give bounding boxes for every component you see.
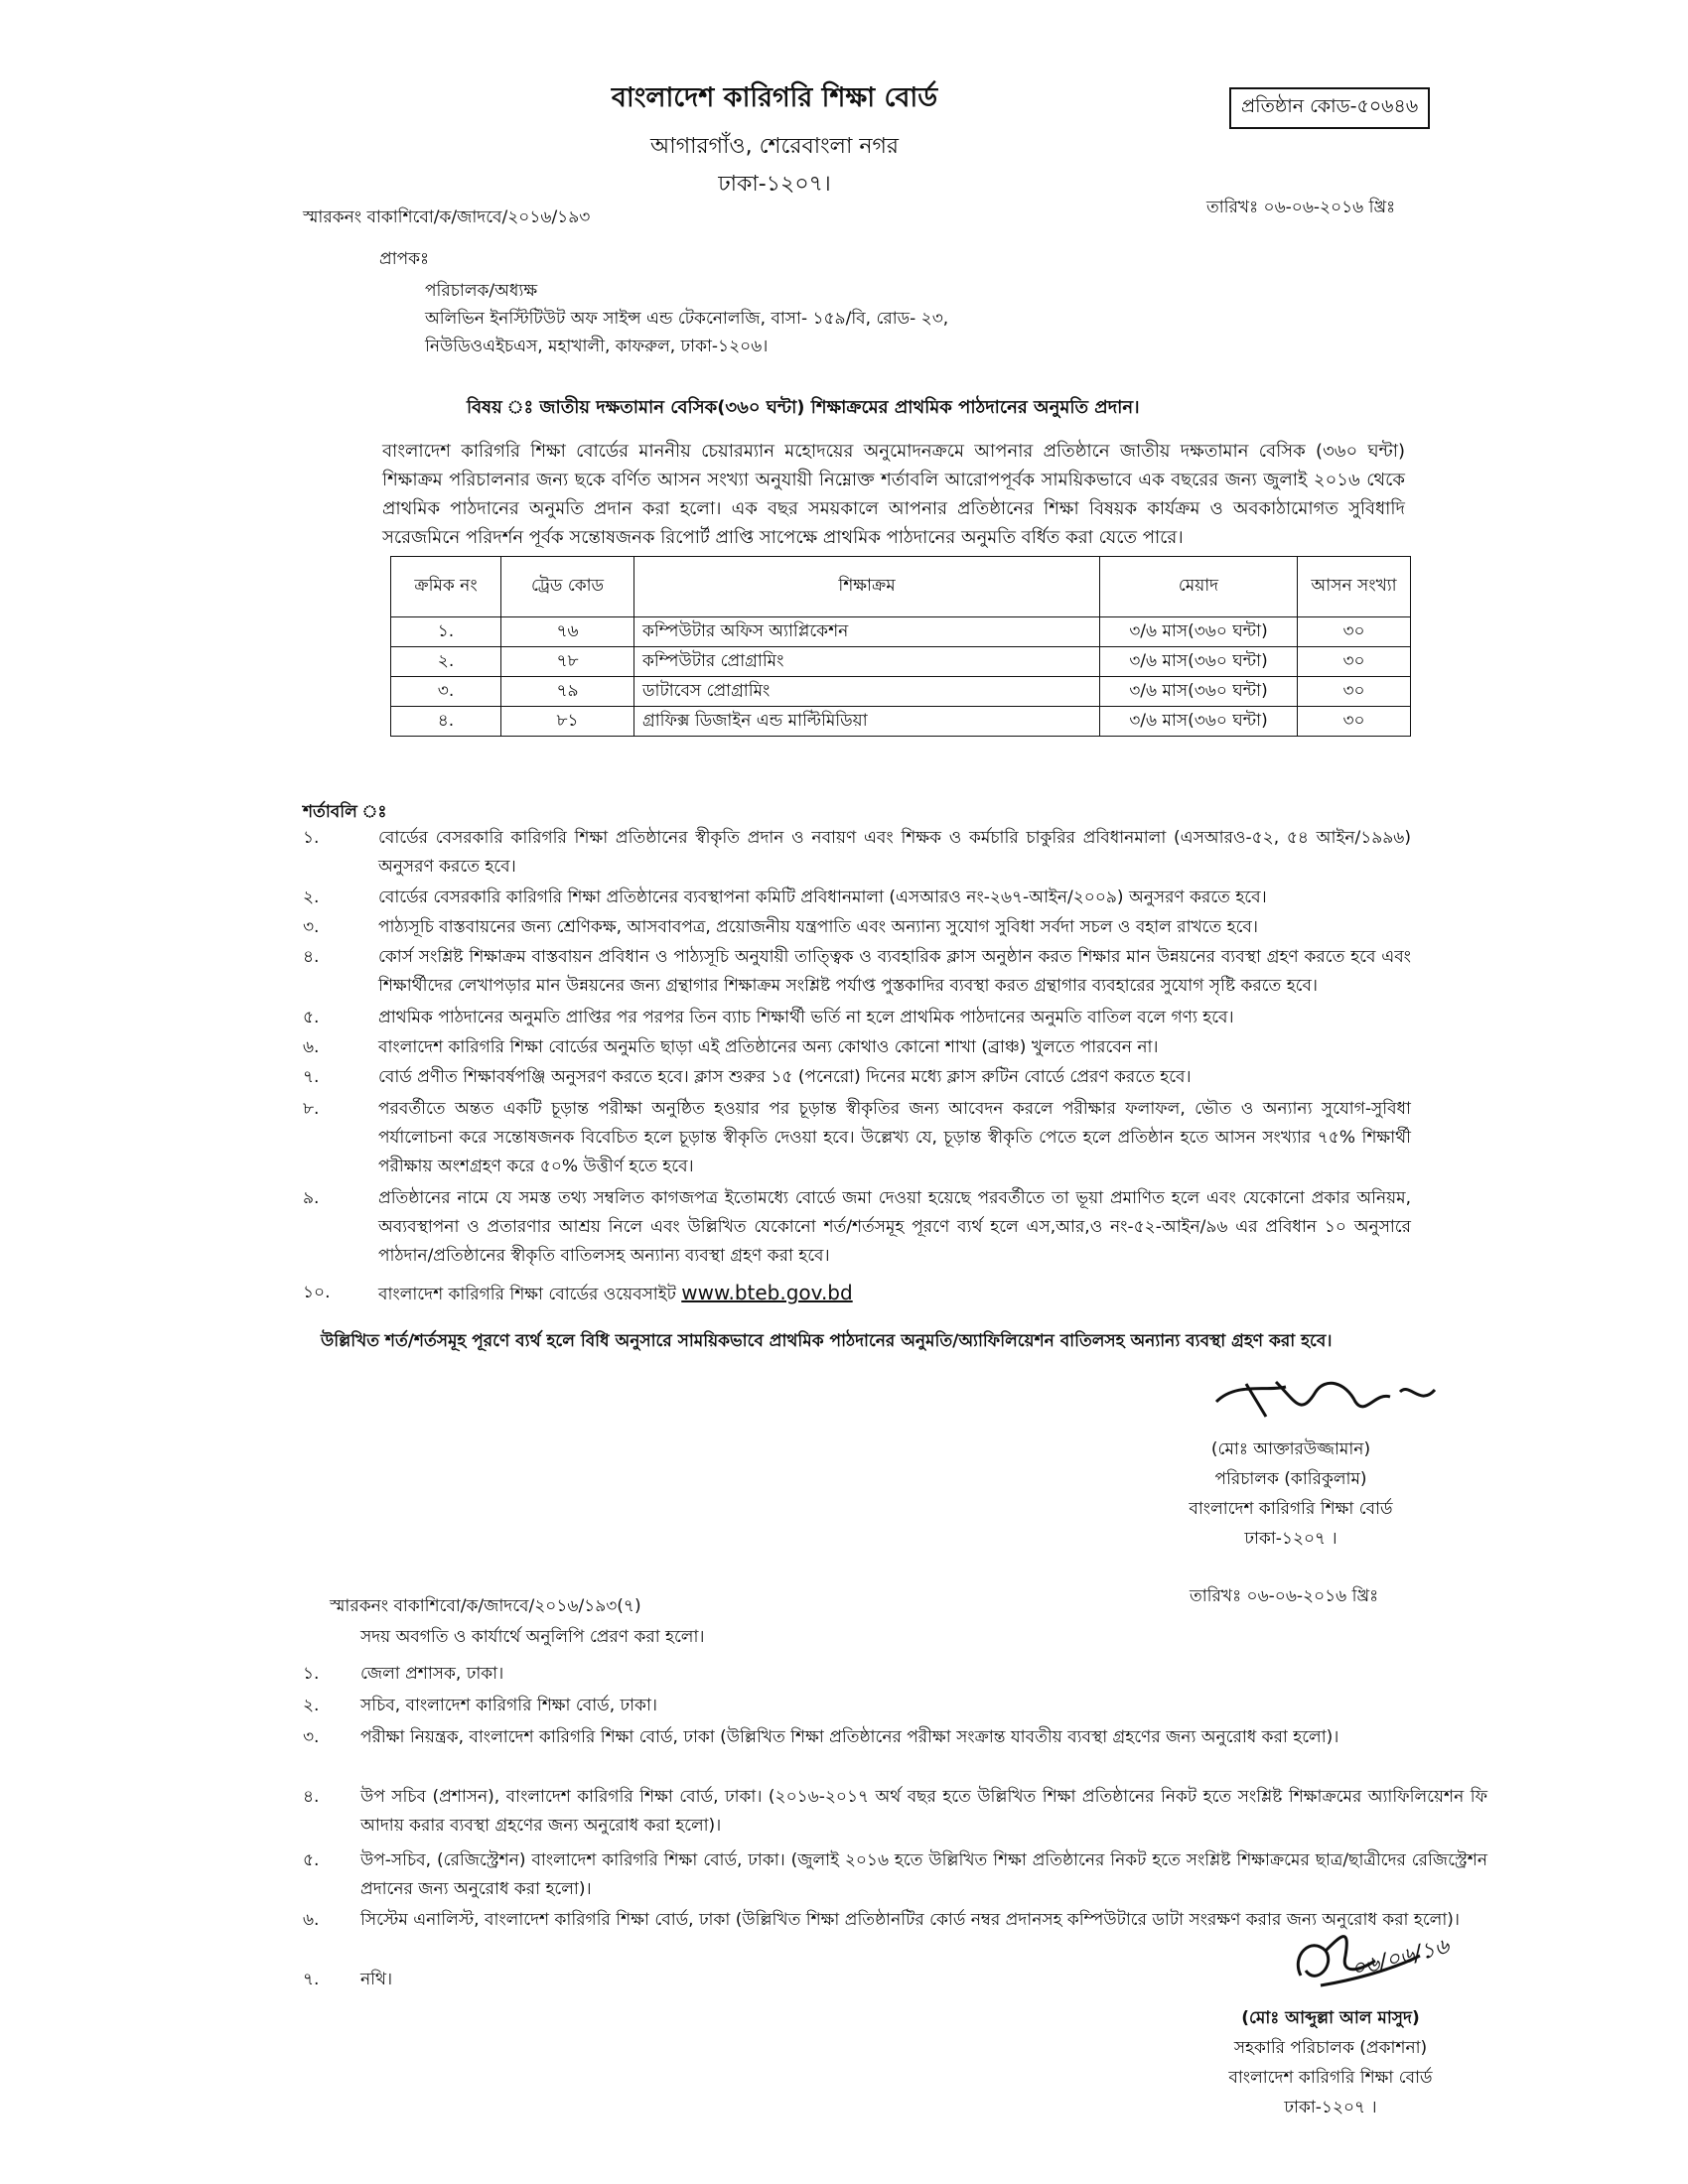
cell-serial: ৪. — [391, 707, 501, 737]
signatory-2-city: ঢাকা-১২০৭ । — [1284, 2098, 1377, 2117]
condition-item — [303, 1033, 1435, 1063]
condition-number: ৮. — [303, 1099, 320, 1119]
memo-date: তারিখঃ ০৬-০৬-২০১৬ খ্রিঃ — [1206, 198, 1396, 217]
copy-number: ৩. — [303, 1727, 320, 1747]
col-header-serial: ক্রমিক নং — [391, 557, 501, 617]
website-link[interactable]: www.bteb.gov.bd — [681, 1281, 853, 1304]
cell-curriculum: কম্পিউটার অফিস অ্যাপ্লিকেশন — [634, 617, 1100, 647]
cell-serial: ৩. — [391, 677, 501, 707]
cell-seats: ৩০ — [1298, 647, 1411, 677]
condition-text: বোর্ড প্রণীত শিক্ষাবর্ষপঞ্জি অনুসরণ করতে হবে। ক্লাস শুরুর ১৫ (পনেরো) দিনের মধ্যে ক্লাস রুটিন বোর্ডে প্রেরণ করতে হবে। — [378, 1067, 1192, 1087]
copy-number: ২. — [303, 1696, 320, 1715]
condition-number: ৬. — [303, 1037, 320, 1057]
condition-number: ৩. — [303, 917, 320, 937]
copy-item — [303, 1692, 1494, 1721]
copy-number: ৭. — [303, 1970, 320, 1989]
cell-serial: ২. — [391, 647, 501, 677]
recipient-line3: নিউডিওএইচএস, মহাখালী, কাফরুল, ঢাকা-১২০৬। — [425, 337, 769, 356]
condition-item — [303, 1063, 1435, 1093]
copy-text: নথি। — [360, 1970, 393, 1989]
conditions-label: শর্তাবলি ঃ — [303, 802, 387, 822]
copy-number: ৪. — [303, 1787, 320, 1807]
table-row — [391, 707, 1411, 737]
condition-text: পাঠ্যসূচি বাস্তবায়নের জন্য শ্রেণিকক্ষ, আসবাবপত্র, প্রয়োজনীয় যন্ত্রপাতি এবং অন্যান্য সুযোগ সুবিধা সর্বদা সচল ও বহাল রাখতে হবে। — [378, 917, 1258, 937]
cell-curriculum: কম্পিউটার প্রোগ্রামিং — [634, 647, 1100, 677]
condition-item — [303, 943, 1435, 1003]
condition-text: পরবর্তীতে অন্তত একটি চূড়ান্ত পরীক্ষা অনুষ্ঠিত হওয়ার পর চূড়ান্ত স্বীকৃতির জন্য আবেদন করলে পরীক্ষার ফলাফল, ভৌত ও অন্যান্য সুযোগ-সুবিধা পর্যালোচনা করে সন্তোষজনক বিবেচিত হলে চূড়ান্ত স্বীকৃতি দেওয়া হবে। উল্লেখ্য যে, চূড়ান্ত স্বীকৃতি পেতে হলে প্রতিষ্ঠান হতে আসন সংখ্যার ৭৫% শিক্ষার্থী পরীক্ষায় অংশগ্রহণ করে ৫০% উত্তীর্ণ হতে হবে। — [378, 1099, 1411, 1176]
signatory-1-city: ঢাকা-১২০৭ । — [1244, 1529, 1337, 1549]
condition-number: ৯. — [303, 1188, 320, 1208]
subject-line: বিষয় ঃ জাতীয় দক্ষতামান বেসিক(৩৬০ ঘন্টা) শিক্ষাক্রমের প্রাথমিক পাঠদানের অনুমতি প্রদান। — [467, 397, 1140, 418]
institute-code-box: প্রতিষ্ঠান কোড-৫০৬৪৬ — [1229, 87, 1430, 129]
memo2-ref: স্মারকনং বাকাশিবো/ক/জাদবে/২০১৬/১৯৩(৭) — [330, 1596, 641, 1616]
memo-ref: স্মারকনং বাকাশিবো/ক/জাদবে/২০১৬/১৯৩ — [303, 207, 591, 227]
condition-text: বোর্ডের বেসরকারি কারিগরি শিক্ষা প্রতিষ্ঠানের ব্যবস্থাপনা কমিটি প্রবিধানমালা (এসআরও নং-২৬৭-আইন/২০০৯) অনুসরণ করতে হবে। — [378, 887, 1267, 907]
condition-text: প্রতিষ্ঠানের নামে যে সমস্ত তথ্য সম্বলিত কাগজপত্র ইতোমধ্যে বোর্ডে জমা দেওয়া হয়েছে পরবর্তীতে তা ভূয়া প্রমাণিত হলে এবং যেকোনো প্রকার অনিয়ম, অব্যবস্থাপনা ও প্রতারণার আশ্রয় নিলে এবং উল্লিখিত যেকোনো শর্ত/শর্তসমূহ পূরণে ব্যর্থ হলে এস,আর,ও নং-৫২-আইন/৯৬ এর প্রবিধান ১০ অনুসারে পাঠদান/প্রতিষ্ঠানের স্বীকৃতি বাতিলসহ অন্যান্য ব্যবস্থা গ্রহণ করা হবে। — [378, 1188, 1411, 1266]
condition-number: ২. — [303, 887, 320, 907]
condition-text — [378, 1279, 853, 1309]
copy-item — [303, 1846, 1494, 1906]
trade-table — [390, 556, 1411, 737]
condition-number: ১০. — [303, 1283, 331, 1302]
condition-item — [303, 824, 1435, 884]
cell-seats: ৩০ — [1298, 677, 1411, 707]
copy-item — [303, 1783, 1494, 1843]
warning-note: উল্লিখিত শর্ত/শর্তসমূহ পূরণে ব্যর্থ হলে বিধি অনুসারে সাময়িকভাবে প্রাথমিক পাঠদানের অনুমতি/অ্যাফিলিয়েশন বাতিলসহ অন্যান্য ব্যবস্থা গ্রহণ করা হবে। — [321, 1331, 1333, 1351]
condition-item — [303, 1095, 1435, 1184]
condition-number: ৫. — [303, 1008, 320, 1027]
recipient-label: প্রাপকঃ — [379, 249, 430, 269]
col-header-duration: মেয়াদ — [1100, 557, 1298, 617]
table-row — [391, 677, 1411, 707]
cell-seats: ৩০ — [1298, 707, 1411, 737]
condition-item — [303, 1184, 1435, 1274]
board-address-line2: ঢাকা-১২০৭। — [718, 172, 831, 197]
recipient-line2: অলিভিন ইনস্টিটিউট অফ সাইন্স এন্ড টেকনোলজি, বাসা- ১৫৯/বি, রোড- ২৩, — [425, 309, 949, 329]
memo2-intro: সদয় অবগতি ও কার্যার্থে অনুলিপি প্রেরণ করা হলো। — [360, 1627, 705, 1647]
condition-item — [303, 1004, 1435, 1033]
cell-duration: ৩/৬ মাস(৩৬০ ঘন্টা) — [1100, 647, 1298, 677]
condition-number: ৭. — [303, 1067, 320, 1087]
cell-trade-code: ৮১ — [501, 707, 634, 737]
condition-text: কোর্স সংশ্লিষ্ট শিক্ষাক্রম বাস্তবায়ন প্রবিধান ও পাঠ্যসূচি অনুযায়ী তাত্ত্বিক ও ব্যবহারিক ক্লাস অনুষ্ঠান করত শিক্ষার মান উন্নয়নের ব্যবস্থা গ্রহণ করতে হবে এবং শিক্ষার্থীদের লেখাপড়ার মান উন্নয়নের জন্য গ্রন্থাগার শিক্ষাক্রম সংশ্লিষ্ট পর্যাপ্ত পুস্তকাদির ব্যবস্থা করত গ্রন্থাগার ব্যবহারের সুযোগ সৃষ্টি করতে হবে। — [378, 947, 1411, 996]
copy-text: জেলা প্রশাসক, ঢাকা। — [360, 1664, 504, 1684]
condition-number: ৪. — [303, 947, 320, 967]
copy-text: সচিব, বাংলাদেশ কারিগরি শিক্ষা বোর্ড, ঢাকা। — [360, 1696, 657, 1715]
col-header-curriculum: শিক্ষাক্রম — [634, 557, 1100, 617]
copy-number: ৬. — [303, 1910, 320, 1930]
table-header-row — [391, 557, 1411, 617]
signatory-2-org: বাংলাদেশ কারিগরি শিক্ষা বোর্ড — [1228, 2068, 1433, 2088]
copy-text: সিস্টেম এনালিস্ট, বাংলাদেশ কারিগরি শিক্ষা বোর্ড, ঢাকা (উল্লিখিত শিক্ষা প্রতিষ্ঠানটির কোর্ড নম্বর প্রদানসহ কম্পিউটারে ডাটা সংরক্ষণ করার জন্য অনুরোধ করা হলো)। — [360, 1910, 1460, 1930]
cell-duration: ৩/৬ মাস(৩৬০ ঘন্টা) — [1100, 707, 1298, 737]
copy-text: উপ সচিব (প্রশাসন), বাংলাদেশ কারিগরি শিক্ষা বোর্ড, ঢাকা। (২০১৬-২০১৭ অর্থ বছর হতে উল্লিখিত শিক্ষা প্রতিষ্ঠানের নিকট হতে সংশ্লিষ্ট শিক্ষাক্রমের অ্যাফিলিয়েশন ফি আদায় করার ব্যবস্থা গ্রহণের জন্য অনুরোধ করা হলো)। — [360, 1787, 1487, 1836]
copy-number: ৫. — [303, 1850, 320, 1870]
col-header-trade-code: ট্রেড কোড — [501, 557, 634, 617]
signatory-2-designation: সহকারি পরিচালক (প্রকাশনা) — [1233, 2038, 1428, 2058]
board-address-line1: আগারগাঁও, শেরেবাংলা নগর — [650, 134, 899, 159]
signature-1 — [1206, 1362, 1465, 1432]
condition-item — [303, 913, 1435, 943]
condition-item — [303, 884, 1435, 913]
signatory-1-org: বাংলাদেশ কারিগরি শিক্ষা বোর্ড — [1189, 1499, 1393, 1519]
cell-duration: ৩/৬ মাস(৩৬০ ঘন্টা) — [1100, 677, 1298, 707]
cell-duration: ৩/৬ মাস(৩৬০ ঘন্টা) — [1100, 617, 1298, 647]
condition-number: ১. — [303, 828, 320, 848]
copy-text: পরীক্ষা নিয়ন্ত্রক, বাংলাদেশ কারিগরি শিক্ষা বোর্ড, ঢাকা (উল্লিখিত শিক্ষা প্রতিষ্ঠানের পরীক্ষা সংক্রান্ত যাবতীয় ব্যবস্থা গ্রহণের জন্য অনুরোধ করা হলো)। — [360, 1727, 1339, 1747]
condition-item — [303, 1279, 1435, 1310]
handwritten-date: ০৬/০৬/১৬ — [1348, 1934, 1452, 1982]
signatory-2-block — [1182, 2003, 1479, 2122]
website-label: বাংলাদেশ কারিগরি শিক্ষা বোর্ডের ওয়েবসাইট — [378, 1285, 676, 1304]
cell-seats: ৩০ — [1298, 617, 1411, 647]
signatory-1-designation: পরিচালক (কারিকুলাম) — [1214, 1469, 1367, 1489]
cell-trade-code: ৭৮ — [501, 647, 634, 677]
copy-item — [303, 1660, 1494, 1690]
recipient-line1: পরিচালক/অধ্যক্ষ — [425, 281, 538, 301]
cell-serial: ১. — [391, 617, 501, 647]
memo2-date: তারিখঃ ০৬-০৬-২০১৬ খ্রিঃ — [1190, 1586, 1379, 1606]
copy-number: ১. — [303, 1664, 320, 1684]
col-header-seats: আসন সংখ্যা — [1298, 557, 1411, 617]
copy-item — [303, 1723, 1494, 1783]
cell-trade-code: ৭৯ — [501, 677, 634, 707]
signatory-2-name: (মোঃ আব্দুল্লা আল মাসুদ) — [1241, 2008, 1420, 2028]
condition-text: বোর্ডের বেসরকারি কারিগরি শিক্ষা প্রতিষ্ঠানের স্বীকৃতি প্রদান ও নবায়ণ এবং শিক্ষক ও কর্মচারি চাকুরির প্রবিধানমালা (এসআরও-৫২, ৫৪ আইন/১৯৯৬) অনুসরণ করতে হবে। — [378, 828, 1411, 877]
condition-text: প্রাথমিক পাঠদানের অনুমতি প্রাপ্তির পর পরপর তিন ব্যাচ শিক্ষার্থী ভর্তি না হলে প্রাথমিক পাঠদানের অনুমতি বাতিল বলে গণ্য হবে। — [378, 1008, 1234, 1027]
board-title: বাংলাদেশ কারিগরি শিক্ষা বোর্ড — [611, 82, 938, 113]
table-row — [391, 617, 1411, 647]
condition-text: বাংলাদেশ কারিগরি শিক্ষা বোর্ডের অনুমতি ছাড়া এই প্রতিষ্ঠানের অন্য কোথাও কোনো শাখা (ব্রাঞ্চ) খুলতে পারবেন না। — [378, 1037, 1159, 1057]
table-row — [391, 647, 1411, 677]
signatory-1-name: (মোঃ আক্তারউজ্জামান) — [1210, 1439, 1371, 1459]
signatory-1-block — [1142, 1434, 1440, 1554]
cell-curriculum: গ্রাফিক্স ডিজাইন এন্ড মাল্টিমিডিয়া — [634, 707, 1100, 737]
cell-curriculum: ডাটাবেস প্রোগ্রামিং — [634, 677, 1100, 707]
cell-trade-code: ৭৬ — [501, 617, 634, 647]
body-paragraph: বাংলাদেশ কারিগরি শিক্ষা বোর্ডের মাননীয় চেয়ারম্যান মহোদয়ের অনুমোদনক্রমে আপনার প্রতিষ্ঠানে জাতীয় দক্ষতামান বেসিক (৩৬০ ঘন্টা) শিক্ষাক্রম পরিচালনার জন্য ছকে বর্ণিত আসন সংখ্যা অনুযায়ী নিম্নোক্ত শর্তাবলি আরোপপূর্বক সাময়িকভাবে এক বছরের জন্য জুলাই ২০১৬ থেকে প্রাথমিক পাঠদানের অনুমতি প্রদান করা হলো। এক বছর সময়কালে আপনার প্রতিষ্ঠানের শিক্ষা বিষয়ক কার্যক্রম ও অবকাঠামোগত সুবিধাদি সরেজমিনে পরিদর্শন পূর্বক সন্তোষজনক রিপোর্ট প্রাপ্তি সাপেক্ষে প্রাথমিক পাঠদানের অনুমতি বর্ধিত করা যেতে পারে। — [382, 441, 1405, 548]
copy-text: উপ-সচিব, (রেজিস্ট্রেশন) বাংলাদেশ কারিগরি শিক্ষা বোর্ড, ঢাকা। (জুলাই ২০১৬ হতে উল্লিখিত শিক্ষা প্রতিষ্ঠানের নিকট হতে সংশ্লিষ্ট শিক্ষাক্রমের ছাত্র/ছাত্রীদের রেজিস্ট্রেশন প্রদানের জন্য অনুরোধ করা হলো)। — [360, 1850, 1487, 1899]
